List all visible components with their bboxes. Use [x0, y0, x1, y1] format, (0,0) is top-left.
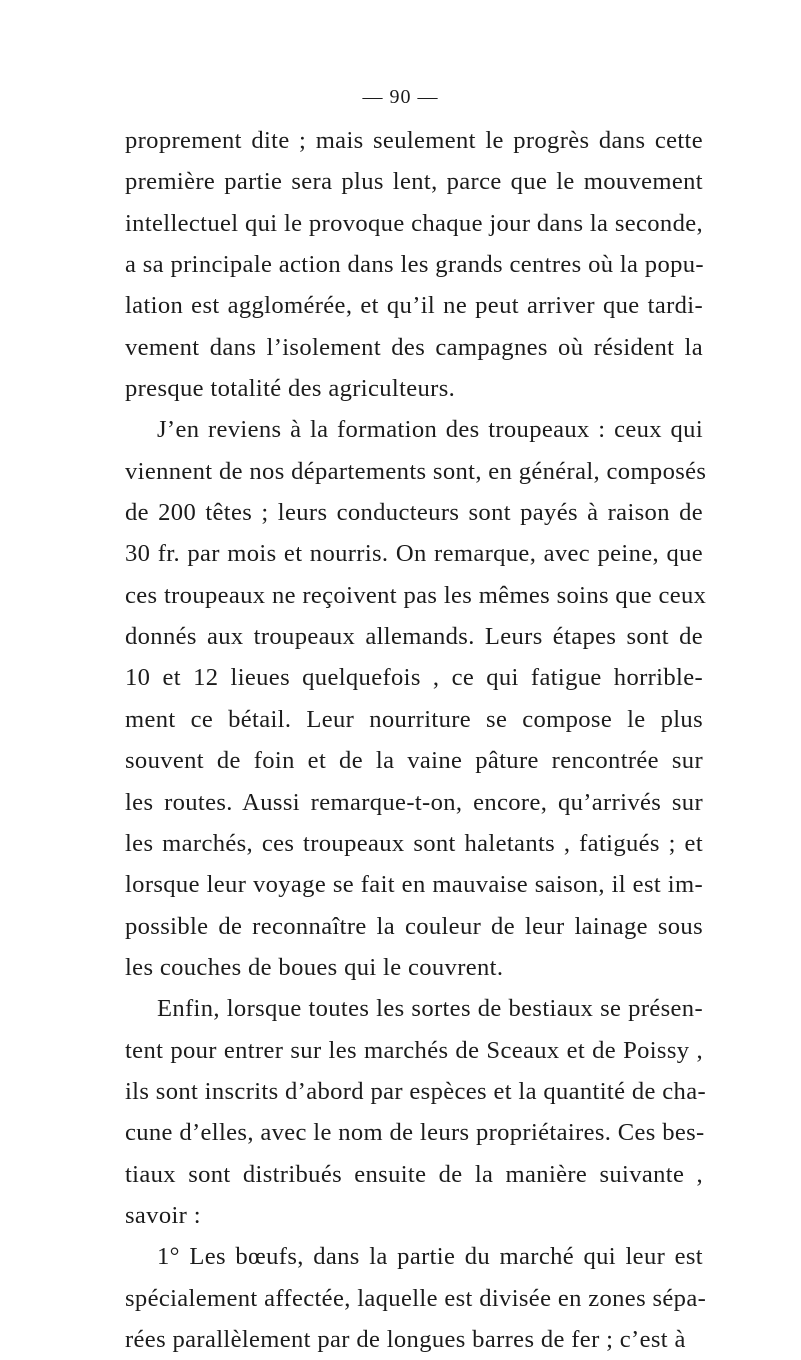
text-line: proprement dite ; mais seulement le progrès dans cette — [125, 127, 703, 154]
text-line: donnés aux troupeaux allemands. Leurs étapes sont de — [125, 623, 703, 651]
text-line: 10 et 12 lieues quelquefois , ce qui fatigue horrible- — [125, 664, 703, 692]
text-line: possible de reconnaître la couleur de leur lainage sous — [125, 912, 703, 940]
text-line: vement dans l’isolement des campagnes où résident la — [125, 333, 703, 361]
text-line: cune d’elles, avec le nom de leurs propriétaires. Ces bes- — [125, 1119, 705, 1147]
text-line: les couches de boues qui le couvrent. — [125, 953, 504, 981]
text-line: tent pour entrer sur les marchés de Sceaux et de Poissy , — [125, 1036, 703, 1064]
text-line: les marchés, ces troupeaux sont haletants , fatigués ; et — [125, 829, 703, 857]
text-line: a sa principale action dans les grands centres où la popu- — [125, 251, 704, 279]
text-line: viennent de nos départements sont, en général, composés — [125, 457, 707, 485]
text-line: rées parallèlement par de longues barres de fer ; c’est à — [125, 1325, 686, 1353]
text-line: ment ce bétail. Leur nourriture se compose le plus — [125, 705, 703, 733]
text-line: ils sont inscrits d’abord par espèces et la quantité de cha- — [125, 1077, 706, 1105]
text-line: de 200 têtes ; leurs conducteurs sont payés à raison de — [125, 499, 703, 527]
text-line: intellectuel qui le provoque chaque jour dans la seconde, — [125, 209, 703, 237]
text-line: savoir : — [125, 1201, 201, 1229]
text-line: spécialement affectée, laquelle est divisée en zones sépa- — [125, 1284, 707, 1312]
text-line: Enfin, lorsque toutes les sortes de bestiaux se présen- — [157, 995, 703, 1023]
text-line: 1° Les bœufs, dans la partie du marché qui leur est — [157, 1243, 703, 1271]
text-line: presque totalité des agriculteurs. — [125, 375, 456, 403]
text-line: souvent de foin et de la vaine pâture rencontrée sur — [125, 747, 703, 775]
text-line: lorsque leur voyage se fait en mauvaise saison, il est im- — [125, 871, 703, 899]
text-line: J’en reviens à la formation des troupeaux : ceux qui — [157, 416, 703, 444]
text-line: ces troupeaux ne reçoivent pas les mêmes soins que ceux — [125, 581, 707, 609]
text-line: lation est agglomérée, et qu’il ne peut arriver que tardi- — [125, 292, 703, 320]
text-line: 30 fr. par mois et nourris. On remarque, avec peine, que — [125, 540, 703, 568]
text-line: les routes. Aussi remarque-t-on, encore, qu’arrivés sur — [125, 788, 703, 816]
text-line: première partie sera plus lent, parce que le mouvement — [125, 168, 703, 196]
page-number: — 90 — — [362, 86, 439, 108]
text-line: tiaux sont distribués ensuite de la manière suivante , — [125, 1160, 703, 1188]
body-text — [125, 120, 707, 1360]
